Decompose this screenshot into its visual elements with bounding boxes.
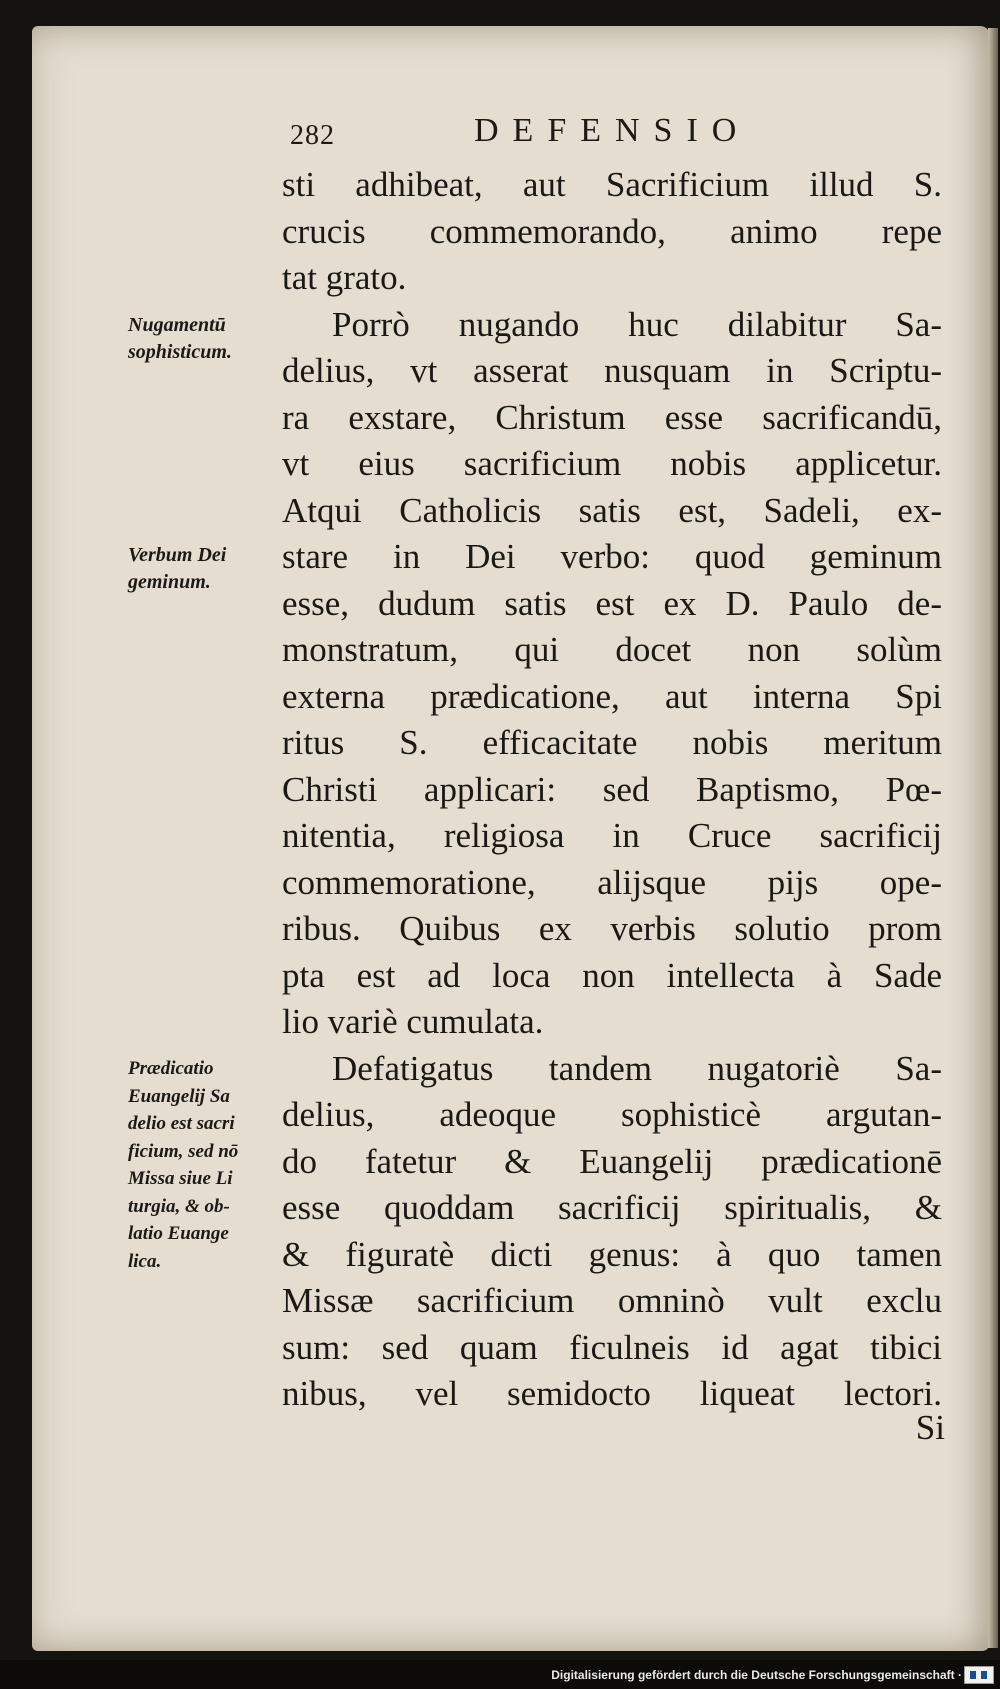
footer-bar bbox=[0, 1660, 1000, 1689]
marginal-line: sophisticum. bbox=[128, 341, 232, 363]
marginal-line: ficium, sed nō bbox=[128, 1140, 239, 1162]
catchword: Si bbox=[915, 1408, 945, 1447]
text-line: Missæ sacrificium omninò vult exclu bbox=[282, 1281, 942, 1320]
text-line: Atqui Catholicis satis est, Sadeli, ex- bbox=[282, 490, 942, 530]
text-line: crucis commemorando, animo repe bbox=[282, 211, 942, 251]
text-line: commemoratione, alijsque pijs ope- bbox=[282, 862, 942, 902]
text-line: sti adhibeat, aut Sacrificium illud S. bbox=[282, 165, 942, 204]
text-line: ribus. Quibus ex verbis solutio prom bbox=[282, 909, 942, 948]
marginal-line: latio Euange bbox=[128, 1223, 229, 1244]
marginal-line: Verbum Dei bbox=[128, 544, 227, 566]
marginal-line: delio est sacri bbox=[128, 1113, 235, 1134]
text-line: ra exstare, Christum esse sacrificandū, bbox=[282, 397, 942, 437]
text-line: nitentia, religiosa in Cruce sacrificij bbox=[282, 816, 942, 855]
page-edge bbox=[988, 28, 998, 1648]
text-line: ritus S. efficacitate nobis meritum bbox=[282, 723, 942, 762]
marginal-line: Nugamentū bbox=[128, 314, 226, 336]
text-line: delius, adeoque sophisticè argutan- bbox=[282, 1095, 942, 1134]
dfg-logo-icon bbox=[964, 1666, 994, 1684]
text-line: vt eius sacrificium nobis applicetur. bbox=[282, 444, 942, 483]
funding-credit: Digitalisierung gefördert durch die Deutsche Forschungsgemeinschaft · bbox=[551, 1668, 962, 1682]
marginal-note bbox=[128, 1055, 278, 1275]
text-line: monstratum, qui docet non solùm bbox=[282, 630, 942, 669]
text-line: lio variè cumulata. bbox=[282, 1002, 544, 1041]
text-line: nibus, vel semidocto liqueat lectori. bbox=[282, 1374, 942, 1413]
page-number: 282 bbox=[290, 120, 335, 151]
text-line: esse quoddam sacrificij spiritualis, & bbox=[282, 1188, 942, 1227]
marginal-line: turgia, & ob- bbox=[128, 1195, 230, 1217]
text-line: sum: sed quam ficulneis id agat tibici bbox=[282, 1327, 942, 1367]
text-line: Defatigatus tandem nugatoriè Sa- bbox=[332, 1048, 942, 1088]
marginal-line: Missa siue Li bbox=[128, 1168, 233, 1189]
marginal-line: Prædicatio bbox=[128, 1058, 214, 1079]
text-line: delius, vt asserat nusquam in Scriptu- bbox=[282, 351, 942, 390]
marginal-line: Euangelij Sa bbox=[128, 1085, 230, 1107]
text-line: tat grato. bbox=[282, 258, 407, 297]
text-line: Christi applicari: sed Baptismo, Pœ- bbox=[282, 769, 942, 809]
body-text bbox=[282, 162, 942, 1418]
marginal-line: lica. bbox=[128, 1250, 162, 1272]
text-line: externa prædicatione, aut interna Spi bbox=[282, 676, 942, 716]
marginal-note bbox=[128, 542, 278, 596]
text-line: stare in Dei verbo: quod geminum bbox=[282, 537, 942, 576]
text-line: & figuratè dicti genus: à quo tamen bbox=[282, 1234, 942, 1274]
running-title: DEFENSIO bbox=[474, 112, 751, 149]
text-line: esse, dudum satis est ex D. Paulo de- bbox=[282, 583, 942, 623]
text-line: do fatetur & Euangelij prædicationē bbox=[282, 1141, 942, 1181]
text-line: pta est ad loca non intellecta à Sade bbox=[282, 955, 942, 995]
text-line: Porrò nugando huc dilabitur Sa- bbox=[332, 304, 942, 344]
marginal-note bbox=[128, 312, 278, 366]
running-head bbox=[290, 112, 890, 156]
marginal-line: geminum. bbox=[128, 571, 211, 593]
